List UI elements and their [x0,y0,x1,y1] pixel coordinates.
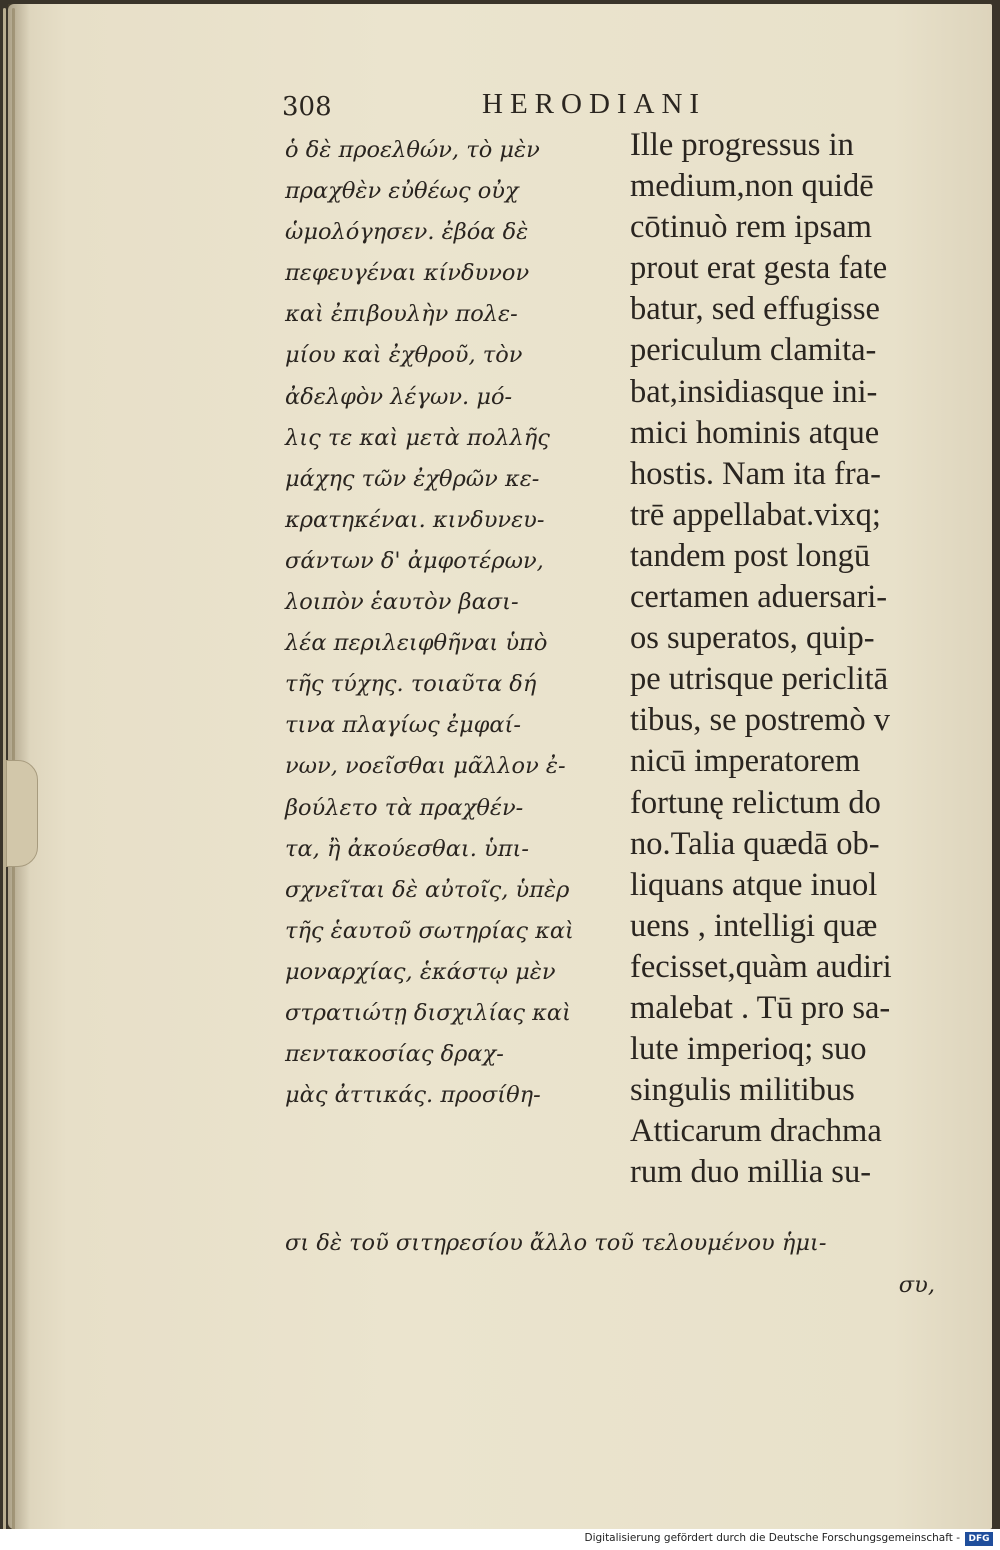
footer-bar [0,1529,1000,1550]
latin-line: malebat . Tū pro sa- [630,989,891,1026]
latin-line: liquans atque inuol [630,866,878,903]
greek-line: πραχθὲν εὐθέως οὐχ [285,178,519,205]
latin-line: certamen aduersari- [630,579,888,616]
page-tab-marker [6,760,38,867]
footer-credit: Digitalisierung gefördert durch die Deutsche Forschungsgemeinschaft - [584,1532,960,1544]
greek-line: λοιπὸν ἑαυτὸν βασι- [285,589,519,616]
greek-continuation [285,1222,965,1306]
latin-line: periculum clamita- [630,332,877,369]
latin-line: cōtinuò rem ipsam [630,209,872,246]
latin-line: bat,insidiasque ini- [630,373,878,410]
latin-line: pe utrisque periclitā [630,661,889,698]
greek-line: τῆς ἑαυτοῦ σωτηρίας καὶ [285,917,574,944]
latin-line: batur, sed effugisse [630,291,880,328]
latin-line: nicū imperatorem [630,743,861,780]
latin-line: lute imperioq; suo [630,1031,867,1068]
greek-line: λέα περιλειφθῆναι ὑπὸ [285,630,548,657]
latin-line: prout erat gesta fate [630,250,888,287]
greek-line: συ, [898,1272,935,1298]
latin-line: trē appellabat.vixq; [630,496,881,533]
greek-text-column [285,130,610,1116]
dfg-logo: DFG [965,1532,993,1546]
greek-line: μοναρχίας, ἑκάστῳ μὲν [285,958,556,985]
latin-line: Atticarum drachma [630,1113,882,1150]
greek-line: στρατιώτῃ δισχιλίας καὶ [285,999,571,1026]
latin-line: mici hominis atque [630,414,880,451]
greek-line: ὡμολόγησεν. ἐβόα δὲ [285,219,529,246]
greek-line: τα, ἢ ἀκούεσθαι. ὑπι- [285,835,529,862]
greek-line: πεφευγέναι κίνδυνον [285,260,530,287]
latin-line: Ille progressus in [630,127,854,163]
latin-line: uens , intelligi quæ [630,907,878,944]
latin-line: tandem post longū [630,537,871,574]
greek-line: σι δὲ τοῦ σιτηρεσίου ἄλλο τοῦ τελουμένου ἡμι- [285,1230,827,1256]
latin-line: no.Talia quædā ob- [630,825,880,862]
greek-line: ἀδελφὸν λέγων. μό- [285,383,513,410]
greek-line: νων, νοεῖσθαι μᾶλλον ἐ- [285,753,566,780]
latin-line: singulis militibus [630,1072,855,1109]
greek-line: κρατηκέναι. κινδυνευ- [285,506,545,533]
greek-line: τινα πλαγίως ἐμφαί- [285,712,521,739]
page-number: 308 [282,92,332,122]
latin-line: fortunę relictum do [630,784,881,821]
running-head-title: HERODIANI [482,88,707,120]
greek-line: πεντακοσίας δραχ- [285,1041,504,1068]
greek-line: βούλετο τὰ πραχθέν- [285,794,524,821]
running-head [282,88,962,128]
greek-line: μίου καὶ ἐχθροῦ, τὸν [285,342,523,369]
latin-line: hostis. Nam ita fra- [630,455,881,492]
greek-line: τῆς τύχης. τοιαῦτα δή [285,671,537,698]
greek-line: ὁ δὲ προελθών, τὸ μὲν [285,137,540,163]
greek-line: λις τε καὶ μετὰ πολλῆς [285,424,550,451]
latin-line: os superatos, quip- [630,620,875,657]
greek-line: σάντων δ' ἀμφοτέρων, [285,547,544,574]
greek-line: μάχης τῶν ἐχθρῶν κε- [285,465,540,492]
latin-line: medium,non quidē [630,168,874,205]
greek-line: καὶ ἐπιβουλὴν πολε- [285,301,518,328]
greek-line: σχνεῖται δὲ αὐτοῖς, ὑπὲρ [285,876,570,903]
latin-text-column [630,125,955,1193]
greek-line: μὰς ἀττικάς. προσίθη- [285,1082,541,1109]
latin-line: fecisset,quàm audiri [630,948,892,985]
latin-line: tibus, se postremò v [630,702,890,739]
latin-line: rum duo millia su- [630,1154,872,1191]
